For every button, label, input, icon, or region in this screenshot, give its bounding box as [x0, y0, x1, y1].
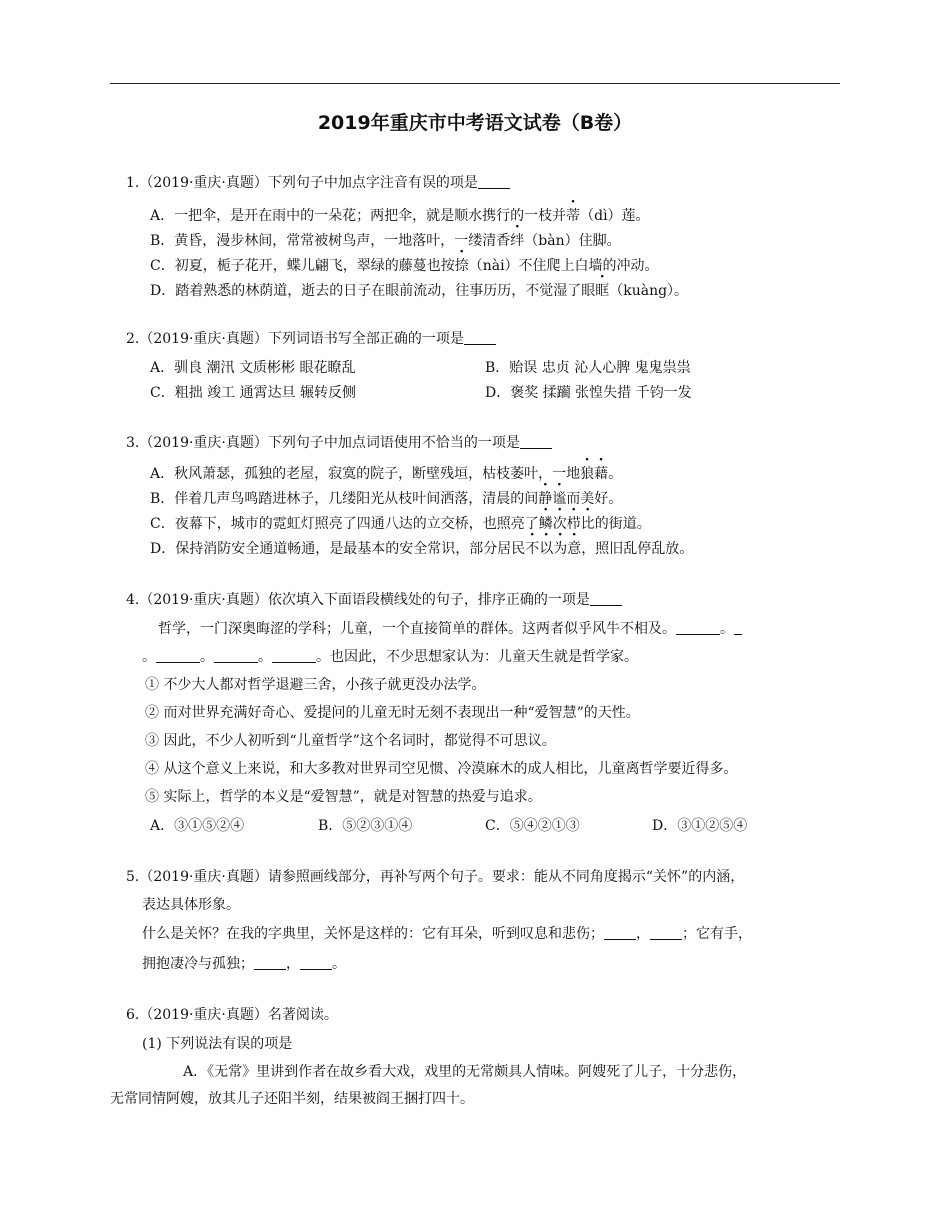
dotted-char: 绊 [510, 233, 525, 249]
question-5-text-line-2: 拥抱凄冷与孤独； ， 。 [142, 956, 346, 972]
question-4-stem: 4.（2019·重庆·真题）依次填入下面语段横线处的句子，排序正确的一项是 [126, 591, 622, 609]
page-title: 2019年重庆市中考语文试卷（B卷） [317, 112, 633, 134]
question-4-item-5: ⑤ 实际上，哲学的本义是“爱智慧”，就是对智慧的热爱与追求。 [145, 789, 542, 805]
answer-blank[interactable] [520, 434, 552, 449]
question-2-option-c: C．粗拙 竣工 通霄达旦 辗转反侧 [150, 385, 357, 401]
question-4-option-d: D．③①②⑤④ [652, 818, 748, 834]
question-2-option-d: D．褒奖 揉躏 张惶失措 千钧一发 [485, 385, 692, 401]
question-4-passage-line-1: 哲学，一门深奥晦涩的学科；儿童，一个直接简单的群体。这两者似乎风牛不相及。 。 [158, 620, 742, 638]
question-3-option-a: A．秋风萧瑟，孤独的老屋，寂寞的院子，断壁残垣，枯枝萎叶，一地狼藉。 [150, 466, 623, 482]
header-rule [110, 83, 840, 84]
question-2-option-a: A．驯良 潮汛 文质彬彬 眼花瞭乱 [150, 360, 356, 376]
question-4-item-1: ① 不少大人都对哲学退避三舍，小孩子就更没办法学。 [145, 677, 486, 693]
question-4-option-a: A．③①⑤②④ [150, 818, 245, 834]
fill-blank-3[interactable] [254, 955, 286, 970]
fill-blank-3[interactable] [156, 648, 200, 663]
answer-blank[interactable] [478, 174, 510, 189]
question-4-option-c: C．⑤④②①③ [485, 818, 580, 834]
fill-blank-5[interactable] [272, 648, 316, 663]
dotted-char: 狼 [580, 466, 595, 482]
question-4-passage-line-2: 。 。 。 。也因此，不少思想家认为：儿童天生就是哲学家。 [142, 649, 638, 665]
question-3-option-d: D．保持消防安全通道畅通，是最基本的安全常识，部分居民不以为意，照旧乱停乱放。 [150, 541, 694, 557]
question-2-stem: 2.（2019·重庆·真题）下列词语书写全部正确的一项是 [126, 330, 496, 348]
dotted-char: 为 [553, 541, 568, 557]
question-2-option-b: B．贻误 忠贞 沁人心脾 鬼鬼祟祟 [485, 360, 691, 376]
dotted-char: 谧 [552, 491, 567, 507]
answer-blank[interactable] [464, 330, 496, 345]
question-3-option-c: C．夜幕下，城市的霓虹灯照亮了四通八达的立交桥，也照亮了鳞次栉比的街道。 [150, 516, 651, 532]
question-4-item-2: ② 而对世界充满好奇心、爱提问的儿童无时无刻不表现出一种“爱智慧”的天性。 [145, 705, 640, 721]
question-1-option-b: B．黄昏，漫步林间，常常被树鸟声，一地落叶，一缕清香绊（bàn）住脚。 [150, 233, 621, 249]
dotted-char: 捺 [454, 258, 469, 274]
question-4-option-b: B．⑤②③①④ [318, 818, 413, 834]
fill-blank-2[interactable] [650, 925, 682, 940]
question-5-text-line-1: 什么是关怀？在我的字典里，关怀是这样的：它有耳朵，听到叹息和悲伤； ， ；它有手， [142, 926, 752, 942]
question-1-option-a: A．一把伞，是开在雨中的一朵花；两把伞，就是顺水携行的一枝并蒂（dì）莲。 [150, 208, 650, 224]
fill-blank-4[interactable] [300, 955, 332, 970]
dotted-char: 眶 [595, 283, 610, 299]
question-1-stem: 1.（2019·重庆·真题）下列句子中加点字注音有误的项是 [126, 174, 510, 192]
question-4-item-3: ③ 因此，不少人初听到“儿童哲学”这个名词时，都觉得不可思议。 [145, 733, 556, 749]
question-6-option-a-line-2: 无常同情阿嫂，放其儿子还阳半刻，结果被阎王捆打四十。 [110, 1091, 474, 1107]
dotted-char: 意 [567, 541, 582, 557]
question-5-stem-line-1: 5.（2019·重庆·真题）请参照画线部分，再补写两个句子。要求：能从不同角度揭示“关怀”的内涵， [126, 869, 745, 885]
question-1-option-c: C．初夏，栀子花开，蝶儿翩飞，翠绿的藤蔓也按捺（nài）不住爬上白墙的冲动。 [150, 258, 659, 274]
fill-blank-1[interactable] [676, 620, 720, 635]
fill-blank-1[interactable] [604, 925, 636, 940]
dotted-char: 栉 [566, 516, 581, 532]
dotted-char: 以 [539, 541, 554, 557]
dotted-char: 藉 [594, 466, 609, 482]
answer-blank[interactable] [590, 591, 622, 606]
dotted-char: 静 [538, 491, 553, 507]
dotted-phrase [525, 541, 581, 557]
question-6-option-a-line-1: A．《无常》里讲到作者在故乡看大戏，戏里的无常颇具人情味。阿嫂死了儿子，十分悲伤， [183, 1064, 747, 1080]
dotted-char: 比 [580, 516, 595, 532]
question-5-stem-line-2: 表达具体形象。 [142, 897, 240, 913]
dotted-char: 鳞 [538, 516, 553, 532]
question-4-item-4: ④ 从这个意义上来说，和大多教对世界司空见惯、冷漠麻木的成人相比，儿童离哲学要近得多。 [145, 761, 738, 777]
dotted-phrase [580, 466, 608, 482]
question-6-stem: 6.（2019·重庆·真题）名著阅读。 [126, 1007, 338, 1023]
dotted-char: 不 [525, 541, 540, 557]
fill-blank-4[interactable] [214, 648, 258, 663]
dotted-char: 蒂 [566, 208, 581, 224]
question-6-sub-question-1: (1) 下列说法有误的项是 [142, 1036, 293, 1052]
question-3-stem: 3.（2019·重庆·真题）下列句子中加点词语使用不恰当的一项是 [126, 434, 552, 452]
question-3-option-b: B．伴着几声鸟鸣踏进林子，几缕阳光从枝叶间洒落，清晨的间静谧而美好。 [150, 491, 623, 507]
fill-blank-2[interactable] [734, 620, 742, 635]
question-1-option-d: D．踏着熟悉的林荫道，逝去的日子在眼前流动，往事历历，不觉湿了眼眶（kuàng）。 [150, 283, 689, 299]
dotted-char: 次 [552, 516, 567, 532]
